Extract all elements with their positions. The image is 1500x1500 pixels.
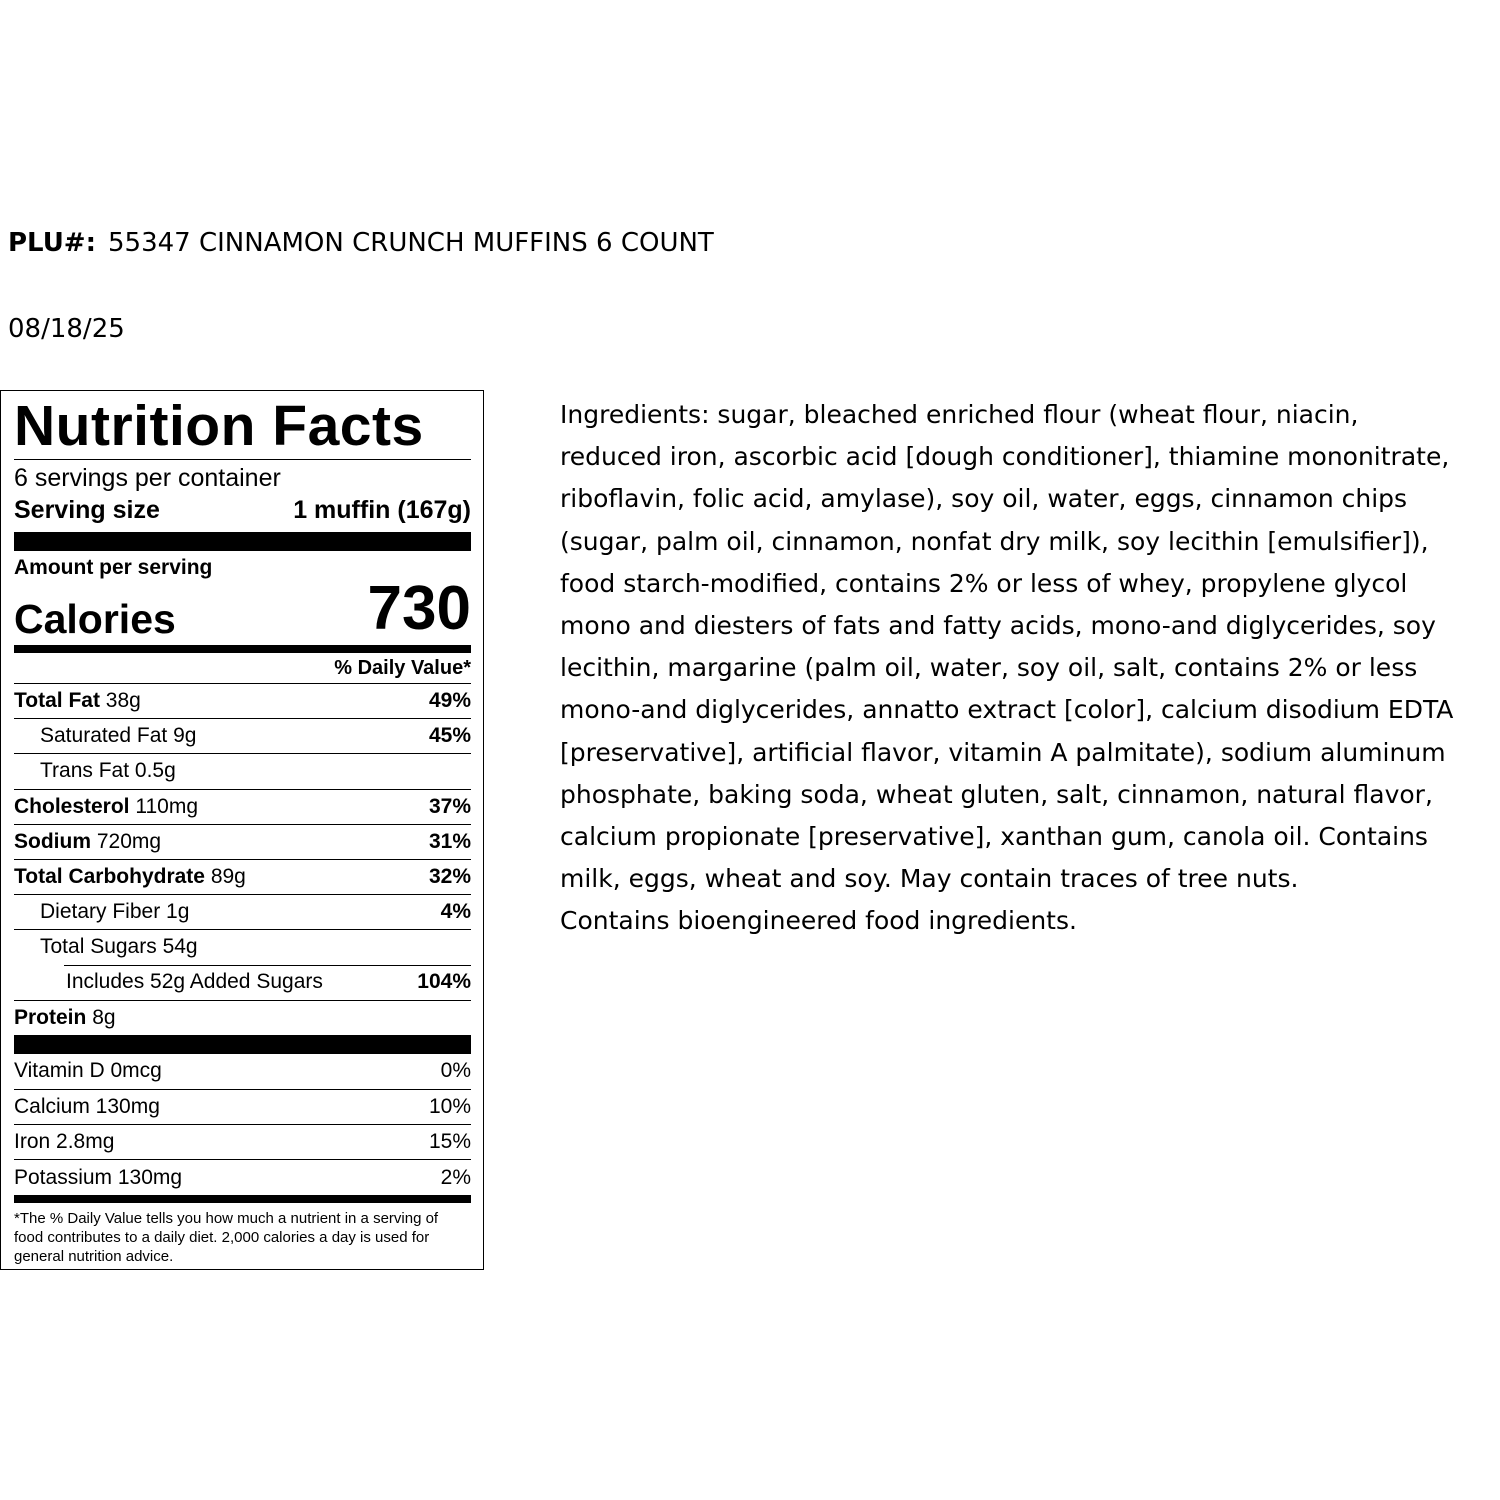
nutrient-name: Protein	[14, 1005, 87, 1029]
nutrient-dv: 4%	[440, 900, 471, 924]
nutrient-row-protein	[14, 1000, 471, 1035]
ingredients-line: phosphate, baking soda, wheat gluten, salt, cinnamon, natural flavor,	[560, 779, 1433, 809]
thick-divider	[14, 1035, 471, 1054]
ingredients-line: mono and diesters of fats and fatty acids, mono-and diglycerides, soy	[560, 611, 1436, 641]
vitamin-row-calcium	[14, 1089, 471, 1124]
nutrient-row-added-sugars	[14, 965, 471, 1000]
nutrient-row-saturated-fat	[14, 718, 471, 753]
nutrient-name: Total Sugars	[40, 935, 157, 959]
nutrient-name: Cholesterol	[14, 794, 130, 818]
vitamin-row-vitamin-d	[14, 1054, 471, 1089]
amount-per-serving: Amount per serving	[14, 556, 213, 579]
ingredients-line: reduced iron, ascorbic acid [dough conditioner], thiamine mononitrate,	[560, 442, 1450, 472]
ingredients-line: lecithin, margarine (palm oil, water, soy oil, salt, contains 2% or less	[560, 653, 1418, 683]
nutrient-row-total-carbohydrate	[14, 859, 471, 894]
serving-size-value: 1 muffin (167g)	[293, 496, 471, 524]
medium-divider	[14, 1195, 471, 1203]
product-header	[8, 228, 714, 258]
ingredients-line: food starch-modified, contains 2% or less of whey, propylene glycol	[560, 568, 1408, 598]
vitamin-label: Calcium 130mg	[14, 1095, 160, 1119]
nutrient-name: Includes 52g Added Sugars	[66, 970, 323, 994]
vitamin-label: Vitamin D 0mcg	[14, 1059, 162, 1083]
nutrient-row-cholesterol	[14, 789, 471, 824]
nutrient-amount: 54g	[162, 935, 198, 959]
ingredients-statement	[560, 394, 1495, 943]
nutrient-row-total-sugars	[14, 929, 471, 964]
nutrient-name: Total Fat	[14, 689, 100, 713]
serving-size-row	[14, 494, 471, 526]
nutrient-row-total-fat	[14, 683, 471, 718]
vitamin-label: Potassium 130mg	[14, 1165, 183, 1189]
vitamin-dv: 10%	[428, 1095, 471, 1119]
thick-divider	[14, 532, 471, 551]
calories-row	[14, 573, 471, 645]
daily-value-footnote: *The % Daily Value tells you how much a nutrient in a serving of food contributes to a daily diet. 2,000 calories a day is used for general nutrition advice.	[14, 1209, 439, 1265]
nutrient-name: Trans Fat	[40, 759, 130, 783]
nutrient-amount: 1g	[166, 900, 190, 924]
nutrient-dv: 49%	[428, 689, 471, 713]
nutrient-amount: 38g	[105, 689, 141, 713]
vitamin-dv: 15%	[428, 1130, 471, 1154]
nutrient-amount: 110mg	[135, 794, 199, 818]
nutrition-facts-title: Nutrition Facts	[14, 394, 424, 458]
nutrient-name: Saturated Fat	[40, 724, 168, 748]
ingredients-line: mono-and diglycerides, annatto extract [color], calcium disodium EDTA	[560, 695, 1454, 725]
daily-value-header: % Daily Value*	[334, 657, 471, 679]
vitamin-label: Iron 2.8mg	[14, 1130, 115, 1154]
ingredients-line: (sugar, palm oil, cinnamon, nonfat dry milk, soy lecithin [emulsifier]),	[560, 526, 1429, 556]
nutrient-amount: 0.5g	[134, 759, 176, 783]
vitamin-row-potassium	[14, 1159, 471, 1194]
nutrient-dv: 45%	[428, 724, 471, 748]
ingredients-line: Ingredients: sugar, bleached enriched flour (wheat flour, niacin,	[560, 400, 1359, 429]
nutrient-name: Dietary Fiber	[40, 900, 161, 924]
ingredients-line: riboflavin, folic acid, amylase), soy oil, water, eggs, cinnamon chips	[560, 484, 1408, 514]
plu-label: PLU#:	[8, 228, 96, 258]
nutrient-name: Sodium	[14, 829, 91, 853]
vitamin-dv: 0%	[440, 1059, 471, 1083]
calories-label: Calories	[14, 596, 176, 642]
nutrient-row-sodium	[14, 824, 471, 859]
nutrient-name: Total Carbohydrate	[14, 865, 205, 889]
nutrient-dv: 37%	[428, 794, 471, 818]
nutrient-dv: 31%	[428, 829, 471, 853]
ingredients-line: Contains bioengineered food ingredients.	[560, 906, 1077, 936]
nutrient-dv: 104%	[417, 970, 471, 994]
serving-size-label: Serving size	[14, 496, 160, 524]
nutrient-row-dietary-fiber	[14, 894, 471, 929]
product-name: 55347 CINNAMON CRUNCH MUFFINS 6 COUNT	[108, 228, 714, 258]
nutrient-amount: 720mg	[96, 829, 162, 853]
calories-value: 730	[367, 574, 471, 643]
label-date: 08/18/25	[8, 314, 125, 344]
nutrient-amount: 9g	[173, 724, 197, 748]
nutrition-facts-panel	[0, 390, 484, 1270]
servings-per-container: 6 servings per container	[14, 464, 281, 492]
nutrient-row-trans-fat	[14, 753, 471, 788]
nutrient-amount: 8g	[92, 1005, 116, 1029]
nutrient-amount: 89g	[210, 865, 246, 889]
ingredients-line: milk, eggs, wheat and soy. May contain traces of tree nuts.	[560, 864, 1299, 894]
ingredients-line: calcium propionate [preservative], xanthan gum, canola oil. Contains	[560, 822, 1428, 852]
medium-divider	[14, 645, 471, 653]
divider	[14, 459, 471, 460]
ingredients-line: [preservative], artificial flavor, vitamin A palmitate), sodium aluminum	[560, 737, 1446, 767]
nutrient-dv: 32%	[428, 865, 471, 889]
vitamin-row-iron	[14, 1124, 471, 1159]
vitamin-dv: 2%	[440, 1165, 471, 1189]
